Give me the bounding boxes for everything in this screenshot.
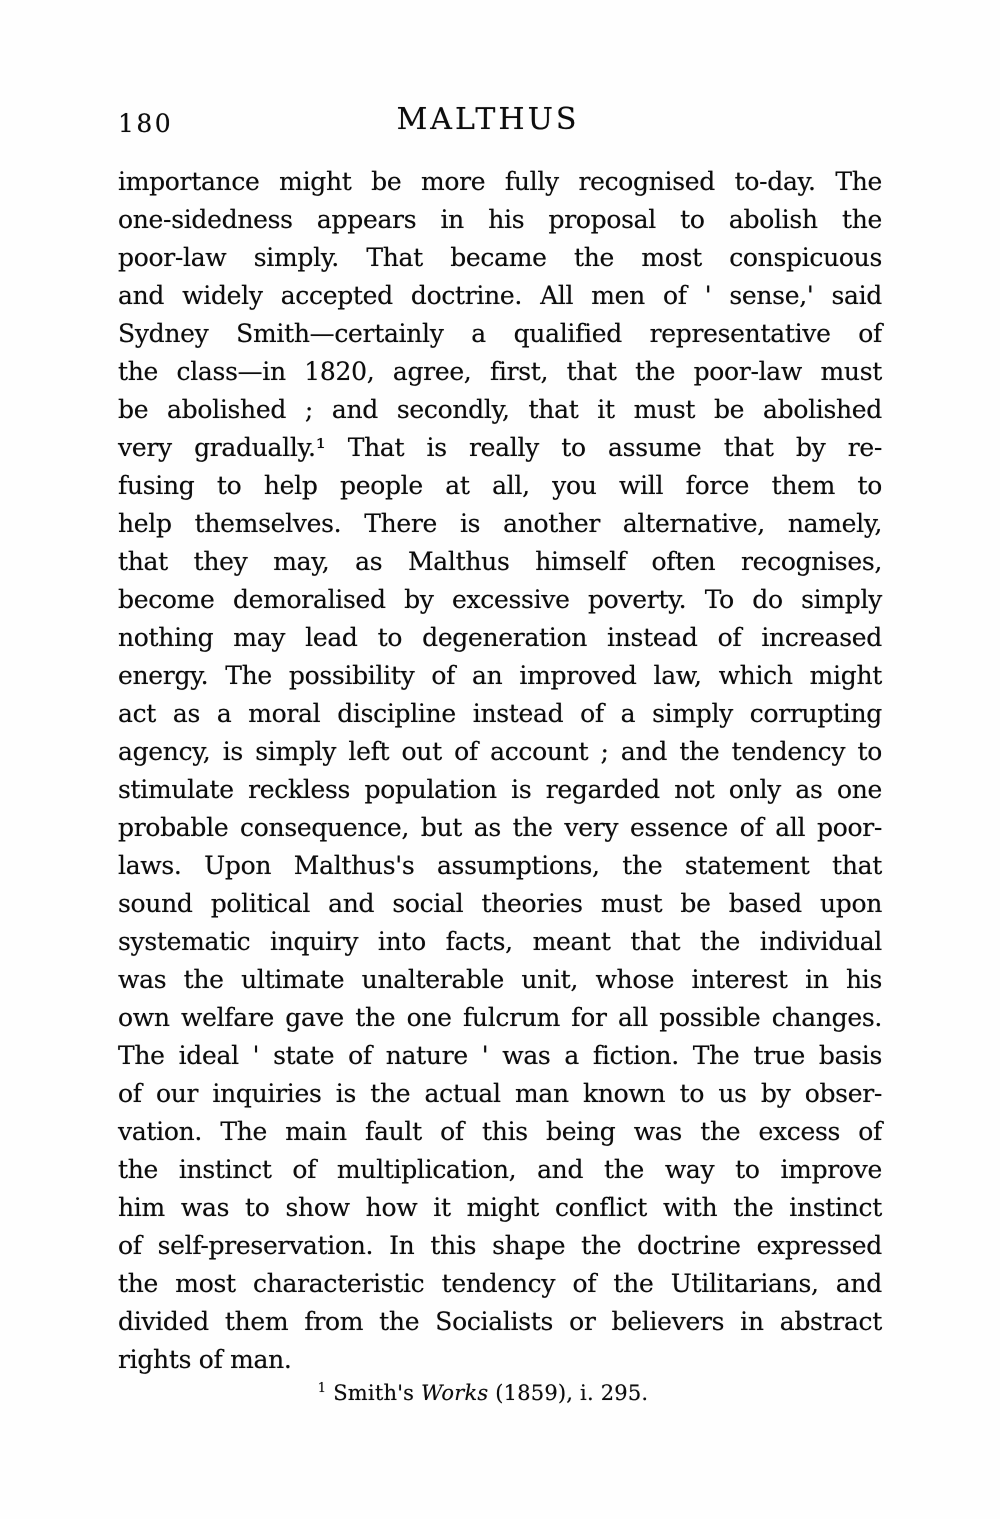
text-line: Sydney Smith—certainly a qualified representative of	[118, 319, 882, 348]
footnote-marker: 1	[317, 1381, 327, 1396]
text-line: was the ultimate unalterable unit, whose interest in his	[118, 965, 882, 994]
text-line: sound political and social theories must be based upon	[118, 889, 882, 918]
text-line: become demoralised by excessive poverty. To do simply	[118, 585, 882, 614]
text-line: the instinct of multiplication, and the way to improve	[118, 1155, 882, 1184]
text-line: of our inquiries is the actual man known to us by obser-	[118, 1079, 882, 1108]
text-line: own welfare gave the one fulcrum for all possible changes.	[118, 1003, 882, 1032]
text-line: The ideal ' state of nature ' was a fiction. The true basis	[118, 1041, 882, 1070]
footnote-text-suffix: (1859), i. 295.	[488, 1381, 649, 1405]
text-line: importance might be more fully recognised to-day. The	[118, 167, 882, 196]
text-line: him was to show how it might conflict with the instinct	[118, 1193, 882, 1222]
text-line: energy. The possibility of an improved law, which might	[118, 661, 882, 690]
footnote	[118, 1381, 848, 1405]
text-line: poor-law simply. That became the most conspicuous	[118, 243, 882, 272]
text-line: divided them from the Socialists or believers in abstract	[118, 1307, 882, 1336]
text-line: one-sidedness appears in his proposal to abolish the	[118, 205, 882, 234]
text-line: systematic inquiry into facts, meant that the individual	[118, 927, 882, 956]
page-number: 180	[118, 109, 174, 138]
text-line: that they may, as Malthus himself often recognises,	[118, 547, 882, 576]
text-line: vation. The main fault of this being was the excess of	[118, 1117, 882, 1146]
text-line: agency, is simply left out of account ; and the tendency to	[118, 737, 882, 766]
text-line: stimulate reckless population is regarded not only as one	[118, 775, 882, 804]
text-line: the most characteristic tendency of the Utilitarians, and	[118, 1269, 882, 1298]
running-header-title: MALTHUS	[396, 102, 580, 137]
text-line: laws. Upon Malthus's assumptions, the statement that	[118, 851, 882, 880]
footnote-text-prefix: Smith's	[333, 1381, 422, 1405]
text-line: nothing may lead to degeneration instead of increased	[118, 623, 882, 652]
body-text	[118, 163, 882, 1379]
text-line: help themselves. There is another alternative, namely,	[118, 509, 882, 538]
text-line: the class—in 1820, agree, first, that the poor-law must	[118, 357, 882, 386]
text-line: probable consequence, but as the very essence of all poor-	[118, 813, 882, 842]
text-line: be abolished ; and secondly, that it must be abolished	[118, 395, 882, 424]
text-line: of self-preservation. In this shape the doctrine expressed	[118, 1231, 882, 1260]
text-line: very gradually.¹ That is really to assume that by re-	[118, 433, 882, 462]
footnote-work-title: Works	[421, 1381, 489, 1405]
text-line: fusing to help people at all, you will force them to	[118, 471, 882, 500]
text-line: rights of man.	[118, 1345, 292, 1374]
text-line: act as a moral discipline instead of a simply corrupting	[118, 699, 882, 728]
text-line: and widely accepted doctrine. All men of ' sense,' said	[118, 281, 882, 310]
